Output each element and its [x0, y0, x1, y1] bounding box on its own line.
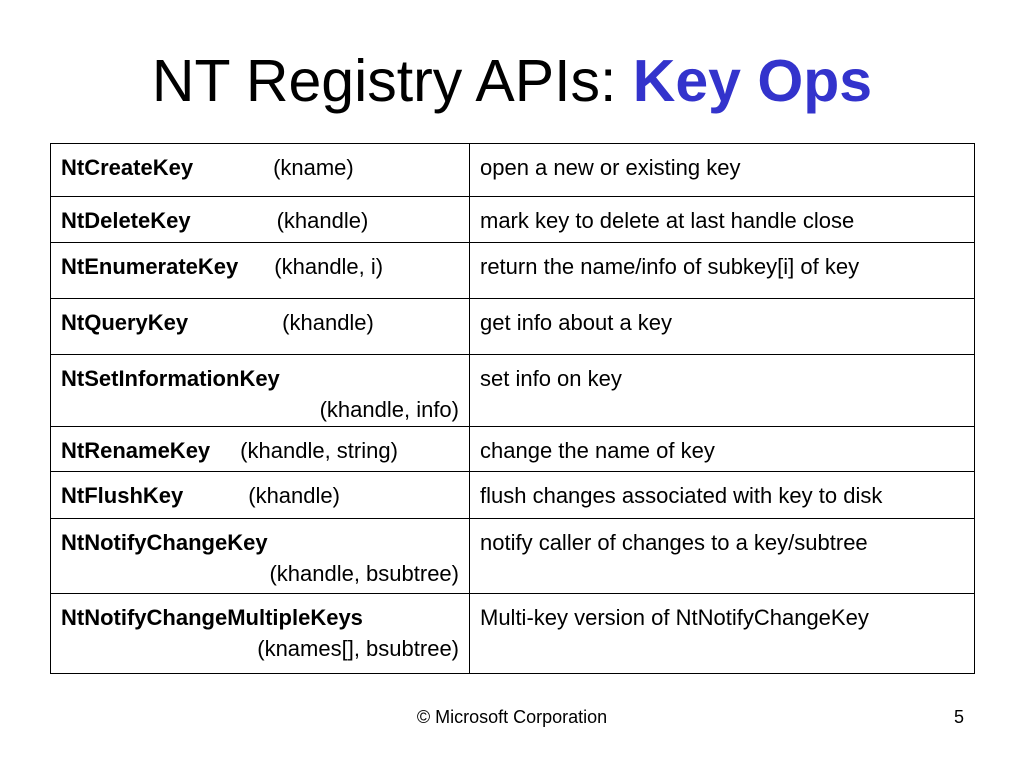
function-cell: [51, 197, 470, 243]
api-table: [50, 143, 975, 674]
function-cell: [51, 144, 470, 197]
description-cell: flush changes associated with key to disk: [470, 472, 975, 519]
table-row: [51, 144, 975, 197]
function-args: (khandle): [248, 483, 340, 508]
function-cell: [51, 594, 470, 674]
function-cell: [51, 299, 470, 355]
function-args: (khandle, bsubtree): [269, 561, 459, 586]
function-name: NtRenameKey: [61, 438, 211, 463]
function-args: (khandle): [282, 310, 374, 335]
function-name: NtDeleteKey: [61, 208, 191, 233]
function-cell: [51, 427, 470, 472]
function-args: (knames[], bsubtree): [257, 636, 459, 661]
slide-title: [0, 44, 1024, 118]
table-row: [51, 519, 975, 594]
page-number: 5: [953, 707, 964, 727]
function-args: (khandle, string): [240, 438, 398, 463]
function-cell: [51, 243, 470, 299]
table-row: [51, 299, 975, 355]
function-name: NtNotifyChangeMultipleKeys: [61, 605, 363, 630]
function-name: NtEnumerateKey: [61, 254, 239, 279]
table-row: [51, 243, 975, 299]
function-cell: [51, 472, 470, 519]
table-row: [51, 594, 975, 674]
description-cell: get info about a key: [470, 299, 975, 355]
function-cell: [51, 355, 470, 427]
function-args: (khandle): [276, 208, 369, 233]
description-cell: mark key to delete at last handle close: [470, 197, 975, 243]
function-args: (khandle, i): [274, 254, 384, 279]
description-cell: open a new or existing key: [470, 144, 975, 197]
table-row: [51, 472, 975, 519]
description-cell: Multi-key version of NtNotifyChangeKey: [470, 594, 975, 674]
title-text: NT Registry APIs:: [151, 48, 633, 114]
function-name: NtSetInformationKey: [61, 366, 280, 391]
function-name: NtCreateKey: [61, 155, 194, 180]
function-cell: [51, 519, 470, 594]
table-row: [51, 427, 975, 472]
description-cell: set info on key: [470, 355, 975, 427]
description-cell: change the name of key: [470, 427, 975, 472]
function-name: NtNotifyChangeKey: [61, 530, 268, 555]
description-cell: notify caller of changes to a key/subtree: [470, 519, 975, 594]
function-args: (khandle, info): [319, 397, 459, 422]
title-accent: Key Ops: [632, 48, 873, 114]
function-args: (kname): [273, 155, 354, 180]
table-row: [51, 197, 975, 243]
function-name: NtFlushKey: [61, 483, 184, 508]
table-row: [51, 355, 975, 427]
description-cell: return the name/info of subkey[i] of key: [470, 243, 975, 299]
footer-copyright: © Microsoft Corporation: [416, 707, 608, 727]
function-name: NtQueryKey: [61, 310, 189, 335]
